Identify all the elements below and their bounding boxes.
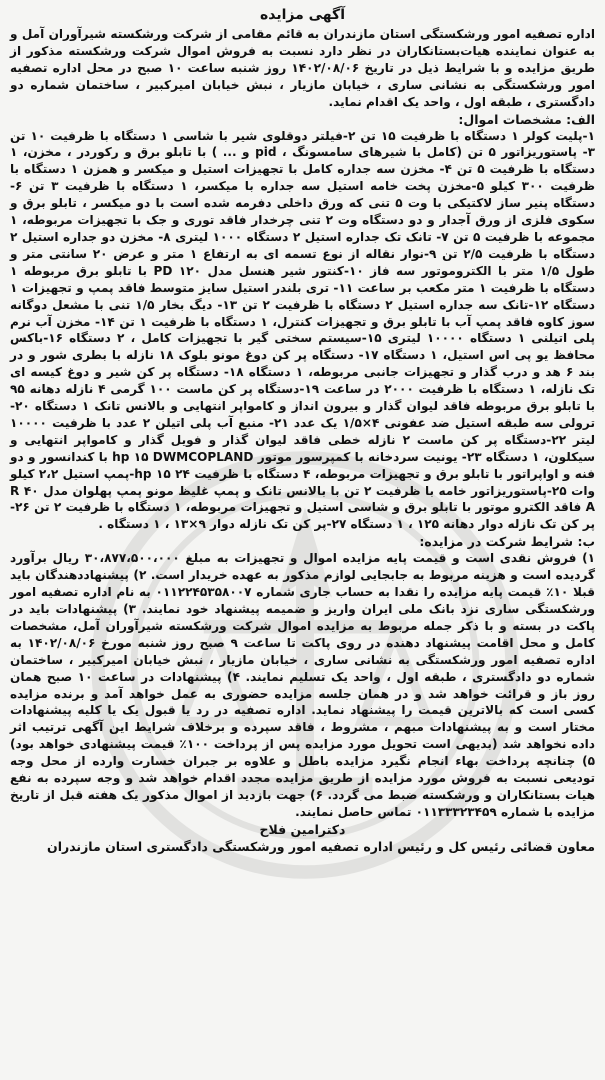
signer-title: معاون قضائی رئیس کل و رئیس اداره تصفیه امور ورشکستگی دادگستری استان مازندران [47,838,595,854]
notice-intro-paragraph: اداره تصفیه امور ورشکستگی استان مازندران به قائم مقامی از شرکت ورشکسته شیرآوران آمل و به عنوان نماینده هیات‌بستانکاران در نظر دارد نسبت به فروش اموال شرکت ورشکسته مذکور از طریق مزایده و با شرایط ذیل در تاریخ ۱۴۰۲/۰۸/۰۶ روز شنبه ساعت ۱۰ صبح در محل اداره تصفیه امور ورشکستگی به نشانی ساری ، خیابان مازیار ، نبش خیابان امیرکبیر ، ساختمان شماره دو دادگستری ، طبقه اول ، واحد یک اقدام نماید. [10,27,595,109]
auction-conditions-paragraph: ۱) فروش نقدی است و قیمت پایه مزایده اموال و تجهیزات به مبلغ ۳۰،۸۷۷،۵۰۰،۰۰۰ ریال برآورد گردیده است و هزینه مربوط به جابجایی لوازم مذکور به عهده خریدار است. ۲) پیشنهاددهندگان باید قبلا ۱۰٪ قیمت پایه مزایده را نقدا به حساب جاری شماره ۰۱۱۲۲۴۵۳۵۸۰۰۷ به نام اداره تصفیه امور ورشکستگی ساری نزد بانک ملی ایران واریز و ضمیمه پیشنهاد خود نمایند. ۳) پیشنهادات باید در پاکت در بسته و با ذکر جمله مربوط به مزایده اموال شرکت ورشکسته شیرآوران آمل، مشخصات کامل و محل اقامت پیشنهاد دهنده در روی پاکت تا ساعت ۹ صبح روز شنبه مورخ ۱۴۰۲/۰۸/۰۶ به اداره تصفیه امور ورشکستگی به نشانی ساری ، خیابان مازیار ، نبش خیابان امیرکبیر ، ساختمان شماره دو دادگستری ، طبقه اول ، واحد یک تسلیم نمایند. ۴) پیشنهادات در ساعت ۱۰ صبح همان روز باز و قرائت خواهد شد و در همان جلسه مزایده حضوری به عمل خواهد آمد و برنده مزایده کسی است که بالاترین قیمت را پیشنهاد نماید. اداره تصفیه در رد یا قبول یک یا کلیه پیشنهادات مختار است و به پیشنهادات مبهم ، مشروط ، فاقد سپرده و برخلاف شرایط این آگهی ترتیب اثر داده نخواهد شد (بدیهی است تحویل مورد مزایده پس از پرداخت ۱۰۰٪ قیمت پیشنهادی خواهد بود) ۵) چنانچه پرداخت بهاء انجام نگیرد مزایده باطل و علاوه بر جبران خسارت وارده از محل وجه تودیعی نسبت به فروش مورد مزایده از طریق مزایده مجدد اقدام خواهد شد و وجه سپرده به نفع هیات بستانکاران و ورشکسته ضبط می گردد. ۶) جهت بازدید از اموال مذکور یک هفته قبل از تاریخ مزایده با شماره ۰۱۱۳۳۳۲۳۴۵۹ تماس حاصل نمایند. [10,551,596,819]
section-a-heading: الف: مشخصات اموال: [458,111,595,127]
signer-name: دکترامین فلاح [259,821,346,837]
section-b-heading: ب: شرایط شرکت در مزایده: [419,534,595,550]
notice-title: آگهی مزایده [259,7,345,23]
asset-items-paragraph: ۱-پلیت کولر ۱ دستگاه با ظرفیت ۱۵ تن ۲-فیلتر دوقلوی شیر با شاسی ۱ دستگاه با ظرفیت ۱۰ تن ۳- پاستوریزاتور ۵ تن (کامل با شیرهای سامسونگ ، pid و ... ) با تابلو برق و رکوردر ، مخزن، ۱ دستگاه با ظرفیت ۵ تن ۴- مخزن سه جداره کامل با تجهیزات استیل و میکسر و همزن ۱ دستگاه با ظرفیت ۳۰۰ کیلو ۵-مخزن پخت خامه استیل سه جداره با میکسر، ۱ دستگاه با ظرفیت ۳ تن ۶- دستگاه پنیر ساز لاکتیکی با وت ۵ تنی که ورق داخلی دفرمه شده است با دو میکسر ، تابلو برق و سکوی فلزی از ورق آجدار و دو دستگاه وت ۲ تنی چرخدار فاقد توری و جک با تجهیزات مربوطه، ۱ مجموعه با ظرفیت ۵ تن ۷- تانک تک جداره استیل ۲ دستگاه ۱۰۰۰ لیتری ۸- مخزن دو جداره استیل ۲ دستگاه با ظرفیت ۲/۵ تن ۹-نوار نقاله از نوع تسمه ای به ارتفاع ۱ متر و عرض ۲۰ سانتی متر و طول ۱/۵ متر با الکتروموتور سه فاز ۱۰-کنتور شیر هنسل مدل PD ۱۲۰ با تابلو برق مربوطه ۱ دستگاه با ظرفیت ۱ متر مکعب بر ساعت ۱۱- تری بلندر استیل سایز متوسط فاقد پمپ و تجهیزات ۱ دستگاه ۱۲-تانک سه جداره استیل ۲ دستگاه با ظرفیت ۲ تن ۱۳- دیگ بخار ۱/۵ تنی با مشعل دوگانه سوز کاوه فاقد پمپ آب با تابلو برق و تجهیزات کنترل، ۱ دستگاه با ظرفیت ۱ تن ۱۴- مخزن آب نرم پلی اتیلنی ۱ دستگاه ۱۰۰۰۰ لیتری ۱۵-سیستم سختی گیر با تجهیزات کامل ، ۲ دستگاه ۱۶-باکس محافظ یو پی اس استیل، ۱ دستگاه ۱۷- دستگاه پر کن دوغ مونو بلوک ۱۸ نازله با بطری شور و در بند ۶ هد و درب گذار و تجهیزات جانبی مربوطه، ۱ دستگاه ۱۸- دستگاه پر کن شیر و دوغ کیسه ای تک نازله، ۱ دستگاه با ظرفیت ۲۰۰۰ در ساعت ۱۹-دستگاه پر کن ماست ۱۰۰ گرمی ۴ نازله دهانه ۹۵ با تابلو برق مربوطه فاقد لیوان گذار و بیرون انداز و کامواپر انتهایی و بالانس تانک ۱ دستگاه ۲۰-ترولی سه طبقه استیل ضد عفونی ۴×۱/۵ یک عدد ۲۱- منبع آب پلی اتیلن ۲ عدد با ظرفیت ۱۰۰۰۰ لیتر ۲۲-دستگاه پر کن ماست ۲ نازله خطی فاقد لیوان گذار و فویل گذار و کامواپر انتهایی و سیکلون، ۱ دستگاه ۲۳- یونیت سردخانه با کمپرسور موتور hp ۱۵ DWMCOPLAND با کندانسور و دو فنه و اواپراتور با تابلو برق و تجهیزات مربوطه، ۴ دستگاه با ظرفیت hp ۱۵ ۲۴-پمپ استیل ۲،۲ کیلو وات ۲۵-پاستوریزاتور خامه با ظرفیت ۲ تن با بالانس تانک و پمپ غلیظ مونو پمپ پهلوان مدل R ۴۰ A فاقد الکترو موتور با تابلو برق و شاسی استیل و تجهیزات مربوطه، ۱ دستگاه با ظرفیت ۲ تن ۲۶-پر کن تک نازله دوار دهانه ۱۲۵ ، ۱ دستگاه ۲۷-پر کن تک نازله دوار ۹×۱۳ ، ۱ دستگاه . [10,128,596,532]
notice-content [10,6,595,855]
